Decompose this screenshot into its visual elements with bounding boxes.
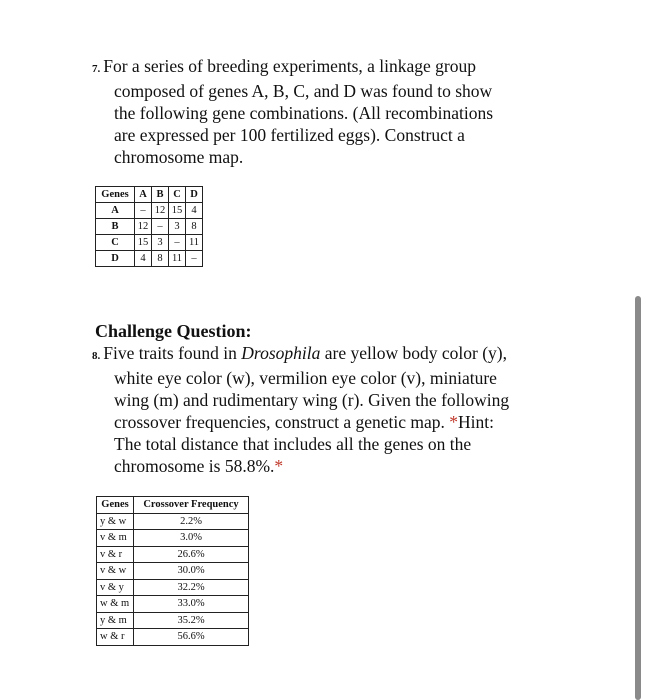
gene-pair: v & r [97,546,134,563]
table-cell: 3 [152,235,169,251]
question-7-line-5: chromosome map. [114,147,244,167]
crossover-frequency: 3.0% [134,530,249,547]
species-name: Drosophila [241,343,321,363]
question-7-line-3: the following gene combinations. (All recombinations [114,103,494,123]
table-row [97,513,249,530]
challenge-question-title: Challenge Question: [95,321,252,341]
hint-end-asterisk: * [274,456,284,476]
table-cell: 12 [135,219,152,235]
table-cell: – [186,251,203,267]
table-row [97,596,249,613]
table-cell: 12 [152,203,169,219]
question-7 [92,55,542,168]
gene-pair: w & m [97,596,134,613]
question-8-line-5: The total distance that includes all the genes on the [114,434,472,454]
question-7-line-1: 7. For a series of breeding experiments, a linkage group [92,56,476,76]
table-cell: 8 [186,219,203,235]
hint-asterisk: * [449,412,459,432]
table-row [97,579,249,596]
question-8-line-1: 8. Five traits found in Drosophila are yellow body color (y), [92,343,507,363]
column-header: A [135,187,152,203]
table-cell: 4 [186,203,203,219]
table-cell: – [169,235,186,251]
table-cell: 11 [186,235,203,251]
question-7-line-2: composed of genes A, B, C, and D was found to show [114,81,493,101]
crossover-frequency-table [96,496,249,646]
vertical-scrollbar[interactable] [635,296,641,700]
column-header: D [186,187,203,203]
table-row [96,235,203,251]
crossover-frequency: 30.0% [134,563,249,580]
question-7-number: 7. [92,63,101,75]
table-cell: 3 [169,219,186,235]
table-corner-header: Genes [96,187,135,203]
column-header: C [169,187,186,203]
crossover-frequency: 26.6% [134,546,249,563]
table-cell: 11 [169,251,186,267]
row-header: A [96,203,135,219]
gene-pair: v & y [97,579,134,596]
question-7-line-4: are expressed per 100 fertilized eggs). Construct a [114,125,465,145]
gene-pair: y & m [97,612,134,629]
table-cell: – [152,219,169,235]
question-8-line-6: chromosome is 58.8%.* [114,456,284,476]
question-8 [92,342,562,477]
gene-pair: w & r [97,629,134,646]
genes-column-header: Genes [97,497,134,514]
crossover-frequency: 35.2% [134,612,249,629]
table-row [97,629,249,646]
table-cell: 8 [152,251,169,267]
gene-pair: v & w [97,563,134,580]
crossover-frequency: 56.6% [134,629,249,646]
crossover-frequency: 2.2% [134,513,249,530]
gene-pair: y & w [97,513,134,530]
row-header: C [96,235,135,251]
table-header-row [97,497,249,514]
row-header: B [96,219,135,235]
question-8-line-3: wing (m) and rudimentary wing (r). Given the following [114,390,510,410]
question-8-line-2: white eye color (w), vermilion eye color (v), miniature [114,368,497,388]
gene-pair: v & m [97,530,134,547]
frequency-column-header: Crossover Frequency [134,497,249,514]
crossover-frequency: 33.0% [134,596,249,613]
crossover-frequency: 32.2% [134,579,249,596]
table-cell: 15 [169,203,186,219]
table-header-row [96,187,203,203]
table-cell: 15 [135,235,152,251]
question-8-line-4: crossover frequencies, construct a genetic map. *Hint: [114,412,495,432]
table-row [97,612,249,629]
row-header: D [96,251,135,267]
table-row [97,546,249,563]
table-row [96,203,203,219]
table-row [97,563,249,580]
table-cell: 4 [135,251,152,267]
table-cell: – [135,203,152,219]
table-row [96,251,203,267]
column-header: B [152,187,169,203]
table-row [97,530,249,547]
table-row [96,219,203,235]
gene-combination-table [95,186,203,267]
question-8-number: 8. [92,350,101,362]
